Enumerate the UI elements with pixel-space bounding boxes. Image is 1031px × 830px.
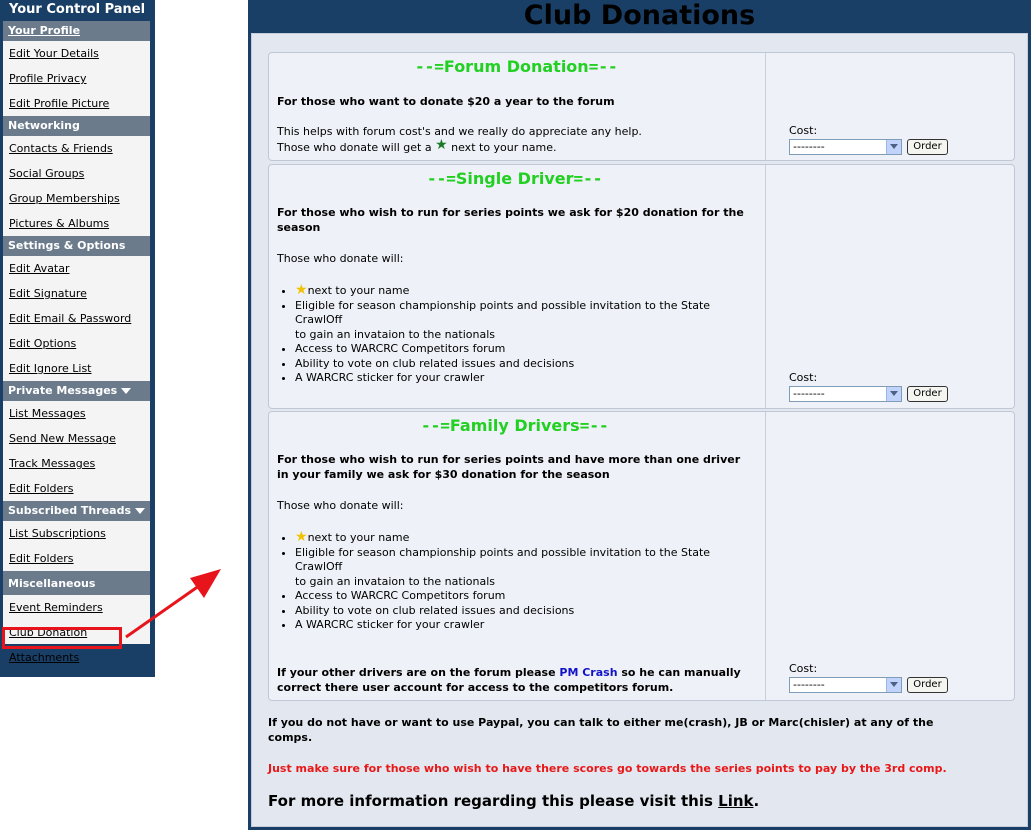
club-donations-panel xyxy=(248,0,1031,830)
link-send-new-message[interactable]: Send New Message xyxy=(9,432,116,445)
link-pictures-albums[interactable]: Pictures & Albums xyxy=(9,217,110,230)
chevron-down-icon xyxy=(886,387,901,401)
club-donation-highlight-box xyxy=(2,627,122,649)
single-driver-box xyxy=(268,164,1015,409)
link-edit-folders-pm[interactable]: Edit Folders xyxy=(9,482,74,495)
link-social-groups[interactable]: Social Groups xyxy=(9,167,85,180)
link-edit-email-password[interactable]: Edit Email & Password xyxy=(9,312,132,325)
link-edit-ignore-list[interactable]: Edit Ignore List xyxy=(9,362,92,375)
link-edit-signature[interactable]: Edit Signature xyxy=(9,287,87,300)
gold-star-icon: ★ xyxy=(295,529,308,545)
forum-donation-box xyxy=(268,52,1015,161)
benefit-forum-access: • Access to WARCRC Competitors forum xyxy=(295,342,735,357)
control-panel-title: Your Control Panel xyxy=(1,1,154,21)
cost-label: Cost: xyxy=(789,371,818,384)
section-subscribed-threads[interactable]: Subscribed Threads xyxy=(3,501,150,521)
paypal-note: If you do not have or want to use Paypal, you can talk to either me(crash), JB or Marc(chisler) at any of the comps. xyxy=(268,716,934,744)
chevron-down-icon xyxy=(886,678,901,692)
forum-donation-line2: Those who donate will get a ★ next to your name. xyxy=(277,137,557,154)
link-profile-privacy[interactable]: Profile Privacy xyxy=(9,72,87,85)
family-drivers-lead: For those who wish to run for series points and have more than one driver in your family we ask for $30 donation for the season xyxy=(277,453,741,481)
green-star-icon: ★ xyxy=(435,137,448,153)
link-edit-your-details[interactable]: Edit Your Details xyxy=(9,47,99,60)
deadline-warning: Just make sure for those who wish to have there scores go towards the series points to pay by the 3rd comp. xyxy=(268,762,947,775)
forum-donation-heading: --=Forum Donation=-- xyxy=(415,57,618,76)
collapse-triangle-icon xyxy=(121,388,131,394)
more-info-line: For more information regarding this please visit this Link. xyxy=(268,792,760,810)
section-private-messages[interactable]: Private Messages xyxy=(3,381,150,401)
benefit-sticker: • A WARCRC sticker for your crawler xyxy=(295,618,735,633)
red-arrow-icon xyxy=(120,565,230,645)
family-drivers-benefits xyxy=(295,530,735,633)
family-drivers-box xyxy=(268,411,1015,701)
forum-donation-line1: This helps with forum cost's and we really do appreciate any help. xyxy=(277,125,642,138)
benefit-championship: • Eligible for season championship points and possible invitation to the State CrawlOff to gain an invataion to the nationals xyxy=(295,546,735,590)
page-title: Club Donations xyxy=(251,0,1028,33)
family-order-button[interactable]: Order xyxy=(907,677,948,693)
cost-label: Cost: xyxy=(789,662,818,675)
link-contacts-friends[interactable]: Contacts & Friends xyxy=(9,142,113,155)
single-driver-intro: Those who donate will: xyxy=(277,252,404,265)
link-edit-profile-picture[interactable]: Edit Profile Picture xyxy=(9,97,110,110)
single-driver-lead: For those who wish to run for series points we ask for $20 donation for the season xyxy=(277,206,744,234)
section-miscellaneous: Miscellaneous xyxy=(3,571,150,595)
family-cost-select[interactable]: -------- xyxy=(789,677,902,693)
family-drivers-intro: Those who donate will: xyxy=(277,499,404,512)
link-list-subscriptions[interactable]: List Subscriptions xyxy=(9,527,106,540)
collapse-triangle-icon xyxy=(135,508,145,514)
single-cost-select[interactable]: -------- xyxy=(789,386,902,402)
section-your-profile[interactable]: Your Profile xyxy=(3,21,150,41)
forum-donation-lead: For those who want to donate $20 a year to the forum xyxy=(277,95,615,108)
info-link[interactable]: Link xyxy=(718,792,754,810)
single-order-button[interactable]: Order xyxy=(907,386,948,402)
family-drivers-note: If your other drivers are on the forum please PM Crash so he can manually correct there user account for access to the competitors forum. xyxy=(277,666,741,694)
benefit-star: • ★next to your name xyxy=(295,283,735,299)
link-edit-avatar[interactable]: Edit Avatar xyxy=(9,262,70,275)
section-networking: Networking xyxy=(3,116,150,136)
link-track-messages[interactable]: Track Messages xyxy=(9,457,96,470)
link-edit-folders-subs[interactable]: Edit Folders xyxy=(9,552,74,565)
benefit-forum-access: • Access to WARCRC Competitors forum xyxy=(295,589,735,604)
single-driver-heading: --=Single Driver=-- xyxy=(427,169,603,188)
donations-content xyxy=(251,33,1028,827)
link-club-donation[interactable]: Club Donation xyxy=(9,626,88,639)
benefit-vote: • Ability to vote on club related issues and decisions xyxy=(295,604,735,619)
link-edit-options[interactable]: Edit Options xyxy=(9,337,77,350)
benefit-championship: • Eligible for season championship points and possible invitation to the State CrawlOff to gain an invataion to the nationals xyxy=(295,299,735,343)
chevron-down-icon xyxy=(886,140,901,154)
cost-label: Cost: xyxy=(789,124,818,137)
benefit-vote: • Ability to vote on club related issues and decisions xyxy=(295,357,735,372)
link-attachments[interactable]: Attachments xyxy=(9,651,80,664)
family-drivers-heading: --=Family Drivers=-- xyxy=(421,416,609,435)
benefit-sticker: • A WARCRC sticker for your crawler xyxy=(295,371,735,386)
link-list-messages[interactable]: List Messages xyxy=(9,407,86,420)
forum-cost-select[interactable]: -------- xyxy=(789,139,902,155)
gold-star-icon: ★ xyxy=(295,282,308,298)
link-group-memberships[interactable]: Group Memberships xyxy=(9,192,120,205)
pm-crash-link[interactable]: PM Crash xyxy=(559,666,618,679)
section-settings-options: Settings & Options xyxy=(3,236,150,256)
benefit-star: • ★next to your name xyxy=(295,530,735,546)
forum-order-button[interactable]: Order xyxy=(907,139,948,155)
link-event-reminders[interactable]: Event Reminders xyxy=(9,601,103,614)
single-driver-benefits xyxy=(295,283,735,386)
